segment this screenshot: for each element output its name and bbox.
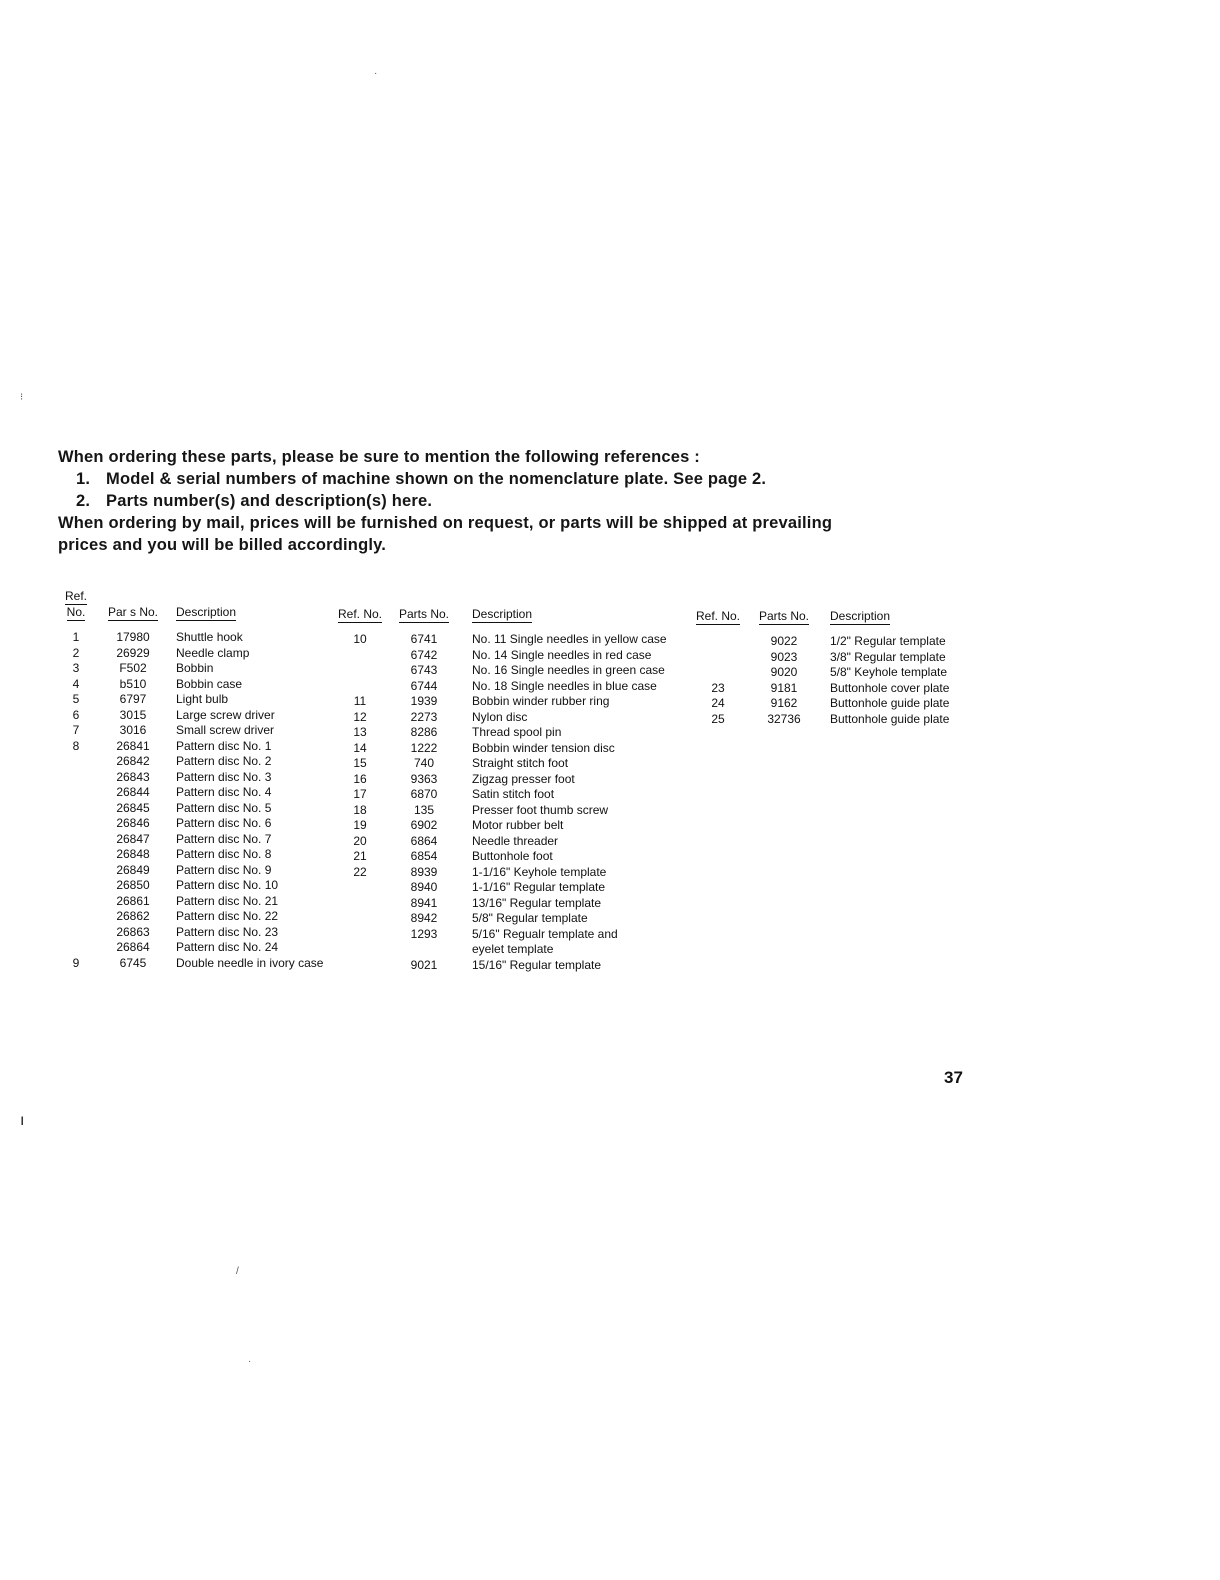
parts-no-cell: 135 [413,802,435,817]
scan-speck: / [236,1266,239,1277]
parts-no-cell: 6744 [410,678,438,693]
ref-no-cell [338,958,382,974]
table-row [56,878,346,894]
ref-no-cell: 24 [711,696,725,710]
table-row [338,865,702,881]
parts-no-cell: 26863 [116,924,150,939]
parts-no-cell: 6797 [119,692,147,706]
table-row [692,681,980,697]
description-cell: Zigzag presser foot [472,771,575,786]
parts-no-cell: 9022 [770,634,798,648]
parts-no-cell: 26841 [116,738,150,753]
table-row [692,634,980,650]
description-cell: Bobbin [176,661,214,675]
ref-no-cell: 14 [353,740,367,755]
table-row [56,723,346,739]
reference-item-2 [76,490,938,512]
table-row [338,803,702,819]
description-cell: Pattern disc No. 24 [176,940,279,954]
parts-no-cell: 26844 [116,785,150,799]
parts-no-cell: 26849 [116,862,150,877]
ref-no-cell [56,832,96,848]
parts-no-cell: 9020 [770,665,798,679]
scan-speck: ⁝ [20,392,24,403]
ref-no-cell [56,754,96,770]
table-row [338,756,702,772]
description-cell: No. 18 Single needles in blue case [472,678,657,693]
table-row [56,801,346,817]
ref-no-header: Ref. No. [338,606,383,621]
ref-no-cell: 3 [72,661,80,675]
description-cell: Pattern disc No. 23 [176,924,279,939]
parts-no-cell: 26845 [116,800,150,815]
table-row [338,632,702,648]
ref-no-cell: 21 [353,849,367,863]
ref-no-cell [338,679,382,695]
parts-no-cell: 6742 [410,647,438,662]
description-cell: Pattern disc No. 8 [176,847,272,861]
ref-no-cell [692,650,744,666]
description-cell: 5/8" Keyhole template [830,665,947,679]
table-row [56,909,346,925]
table-row [56,661,346,677]
table-row [56,925,346,941]
reference-list [58,468,938,512]
parts-no-cell: 6741 [410,632,438,646]
table-row [338,896,702,912]
scan-speck: · [248,1356,252,1367]
description-cell: Straight stitch foot [472,756,569,770]
description-cell: Pattern disc No. 21 [176,893,279,908]
table-row [338,911,702,927]
reference-text: Parts number(s) and description(s) here. [106,492,433,510]
parts-no-cell: 26846 [116,816,150,830]
description-cell: Motor rubber belt [472,818,564,832]
parts-no-cell: 17980 [116,630,150,644]
description-cell: 1-1/16" Regular template [472,880,606,894]
parts-no-cell: 9023 [770,649,798,664]
ref-no-header: Ref. No. [695,608,740,623]
ref-no-cell [338,648,382,664]
description-cell: Pattern disc No. 22 [176,909,279,923]
ref-no-cell: 13 [353,725,367,739]
ref-no-cell: 5 [72,692,80,706]
table-row [56,770,346,786]
parts-no-cell: 3015 [119,707,147,722]
parts-no-cell: 26843 [116,769,150,784]
description-cell: Pattern disc No. 3 [176,769,272,784]
ref-no-cell: 12 [353,709,367,724]
table-header [338,602,702,622]
parts-no-header: Parts No. [758,608,809,623]
ref-no-cell [338,663,382,679]
description-cell: Shuttle hook [176,630,243,644]
reference-item-1 [76,468,938,490]
parts-no-cell: 8940 [410,880,438,894]
ref-no-cell: 7 [72,723,80,737]
reference-text: Model & serial numbers of machine shown on the nomenclature plate. See page 2. [106,470,767,488]
table-row [338,648,702,664]
description-cell: Pattern disc No. 9 [176,862,272,877]
description-cell: Needle threader [472,833,559,848]
description-cell: Buttonhole guide plate [830,711,950,726]
description-cell: Presser foot thumb screw [472,802,609,817]
description-cell: Thread spool pin [472,725,562,739]
table-row [338,942,702,958]
table-row [338,772,702,788]
description-header: Description [830,608,891,623]
description-cell: Pattern disc No. 6 [176,816,272,830]
ref-no-cell: 10 [353,632,367,646]
page-number: 37 [944,1068,963,1087]
description-cell: 5/8" Regular template [472,911,588,925]
ref-no-cell [56,816,96,832]
description-cell: Pattern disc No. 2 [176,754,272,768]
table-row [56,940,346,956]
ref-no-cell [338,880,382,896]
table-row [56,816,346,832]
ref-no-cell [56,801,96,817]
description-cell: eyelet template [472,942,554,956]
intro-line-3: prices and you will be billed accordingly. [58,536,387,554]
ref-no-cell [338,896,382,912]
description-cell: 1-1/16" Keyhole template [472,864,607,879]
table-row [56,708,346,724]
parts-table-column-1 [56,589,346,971]
parts-no-cell: 6745 [119,955,147,970]
reference-number: 1. [76,470,91,488]
parts-no-cell: 32736 [767,711,801,726]
table-row [338,694,702,710]
table-row [338,849,702,865]
parts-no-cell: 6870 [410,787,438,801]
parts-no-cell: 3016 [119,723,147,737]
ref-no-cell [56,894,96,910]
description-cell: Nylon disc [472,709,528,724]
intro-line-2: When ordering by mail, prices will be furnished on request, or parts will be shipped at prevailing [58,514,833,532]
parts-no-header: Par s No. [107,604,158,619]
table-row [56,739,346,755]
ref-no-cell: 2 [72,645,80,660]
parts-no-cell: 26847 [116,831,150,846]
ref-no-cell [56,909,96,925]
parts-no-cell: 26850 [116,878,150,892]
parts-no-cell: 9021 [410,957,438,972]
ref-no-cell: 19 [353,818,367,832]
parts-no-header: Parts No. [398,606,449,621]
description-cell: Double needle in ivory case [176,955,324,970]
ref-no-cell: 22 [353,864,367,879]
parts-no-cell: b510 [119,676,147,691]
ref-no-cell [56,878,96,894]
table-row [56,692,346,708]
table-row [692,650,980,666]
ref-no-cell: 18 [353,802,367,817]
ref-no-header: Ref. No. [64,589,87,619]
description-cell: 13/16" Regular template [472,895,602,910]
table-body [56,630,346,971]
parts-no-cell: 26929 [116,645,150,660]
description-cell: Needle clamp [176,645,250,660]
table-row [56,785,346,801]
description-cell: Bobbin case [176,676,243,691]
ref-no-cell: 8 [72,738,80,753]
ref-no-cell: 15 [353,756,367,770]
parts-no-cell: 8286 [410,725,438,739]
description-cell: No. 16 Single needles in green case [472,663,665,677]
ref-no-cell: 23 [711,680,725,695]
description-cell: Pattern disc No. 1 [176,738,272,753]
table-row [338,679,702,695]
table-row [338,927,702,943]
table-header [56,589,346,620]
description-cell: 1/2" Regular template [830,634,946,648]
ref-no-cell: 1 [72,630,80,644]
table-row [56,832,346,848]
table-row [692,712,980,728]
description-cell: Satin stitch foot [472,787,555,801]
table-row [56,847,346,863]
parts-no-cell: 9363 [410,771,438,786]
parts-no-cell: 26864 [116,940,150,954]
table-row [56,646,346,662]
description-cell: 3/8" Regular template [830,649,946,664]
parts-table-column-3 [692,604,980,727]
description-cell: 5/16" Regualr template and [472,926,618,941]
parts-no-cell: 740 [413,756,435,770]
table-row [56,677,346,693]
parts-no-cell: F502 [119,661,147,675]
description-cell: Pattern disc No. 4 [176,785,272,799]
description-cell: 15/16" Regular template [472,957,602,972]
parts-no-cell: 26842 [116,754,150,768]
ref-no-cell [56,925,96,941]
parts-table-column-2 [338,602,702,973]
table-row [338,834,702,850]
table-row [338,710,702,726]
parts-no-cell: 9162 [770,696,798,710]
parts-no-cell: 6854 [410,849,438,863]
table-row [338,958,702,974]
ref-no-cell [692,634,744,650]
ref-no-cell [338,911,382,927]
intro-line-1: When ordering these parts, please be sure to mention the following references : [58,448,701,466]
description-cell: Buttonhole guide plate [830,696,950,710]
reference-number: 2. [76,492,91,510]
description-cell: Buttonhole foot [472,849,553,863]
ordering-instructions [58,446,938,556]
table-row [338,787,702,803]
table-body [692,634,980,727]
description-cell: Buttonhole cover plate [830,680,950,695]
scan-speck: · [374,68,378,79]
ref-no-cell: 4 [72,676,80,691]
ref-no-cell [338,942,382,958]
scan-speck: ı [20,1112,25,1129]
parts-no-cell [382,942,466,958]
ref-no-cell: 25 [711,711,725,726]
table-row [56,956,346,972]
description-cell: Pattern disc No. 10 [176,878,279,892]
description-cell: No. 11 Single needles in yellow case [472,632,667,646]
table-row [56,863,346,879]
parts-no-cell: 26862 [116,909,150,923]
description-cell: Bobbin winder rubber ring [472,694,610,708]
ref-no-cell: 16 [353,771,367,786]
ref-no-cell: 20 [353,833,367,848]
parts-no-cell: 2273 [410,709,438,724]
table-row [338,880,702,896]
table-row [692,665,980,681]
table-row [692,696,980,712]
ref-no-cell [338,927,382,943]
parts-no-cell: 9181 [770,680,798,695]
description-cell: No. 14 Single needles in red case [472,647,652,662]
parts-no-cell: 26848 [116,847,150,861]
description-cell: Bobbin winder tension disc [472,740,615,755]
table-row [338,725,702,741]
parts-no-cell: 8942 [410,911,438,925]
ref-no-cell [56,940,96,956]
ref-no-cell [56,863,96,879]
parts-no-cell: 6743 [410,663,438,677]
parts-no-cell: 8941 [410,895,438,910]
description-header: Description [472,606,533,621]
ref-no-cell [56,785,96,801]
table-row [56,630,346,646]
table-row [338,741,702,757]
description-cell: Small screw driver [176,723,275,737]
ref-no-cell: 11 [353,694,367,708]
description-cell: Large screw driver [176,707,275,722]
parts-no-cell: 1222 [410,740,438,755]
table-body [338,632,702,973]
ref-no-cell [56,770,96,786]
parts-no-cell: 26861 [116,893,150,908]
ref-no-cell: 6 [72,707,80,722]
parts-no-cell: 8939 [410,864,438,879]
description-cell: Light bulb [176,692,229,706]
parts-no-cell: 1939 [410,694,438,708]
parts-no-cell: 1293 [410,926,438,941]
ref-no-cell: 9 [72,955,80,970]
description-header: Description [176,604,237,619]
description-cell: Pattern disc No. 5 [176,800,272,815]
ref-no-cell [56,847,96,863]
parts-no-cell: 6902 [410,818,438,832]
table-row [338,663,702,679]
table-header [692,604,980,624]
table-row [56,894,346,910]
ref-no-cell [692,665,744,681]
table-row [338,818,702,834]
description-cell: Pattern disc No. 7 [176,831,272,846]
table-row [56,754,346,770]
parts-no-cell: 6864 [410,833,438,848]
ref-no-cell: 17 [353,787,367,801]
